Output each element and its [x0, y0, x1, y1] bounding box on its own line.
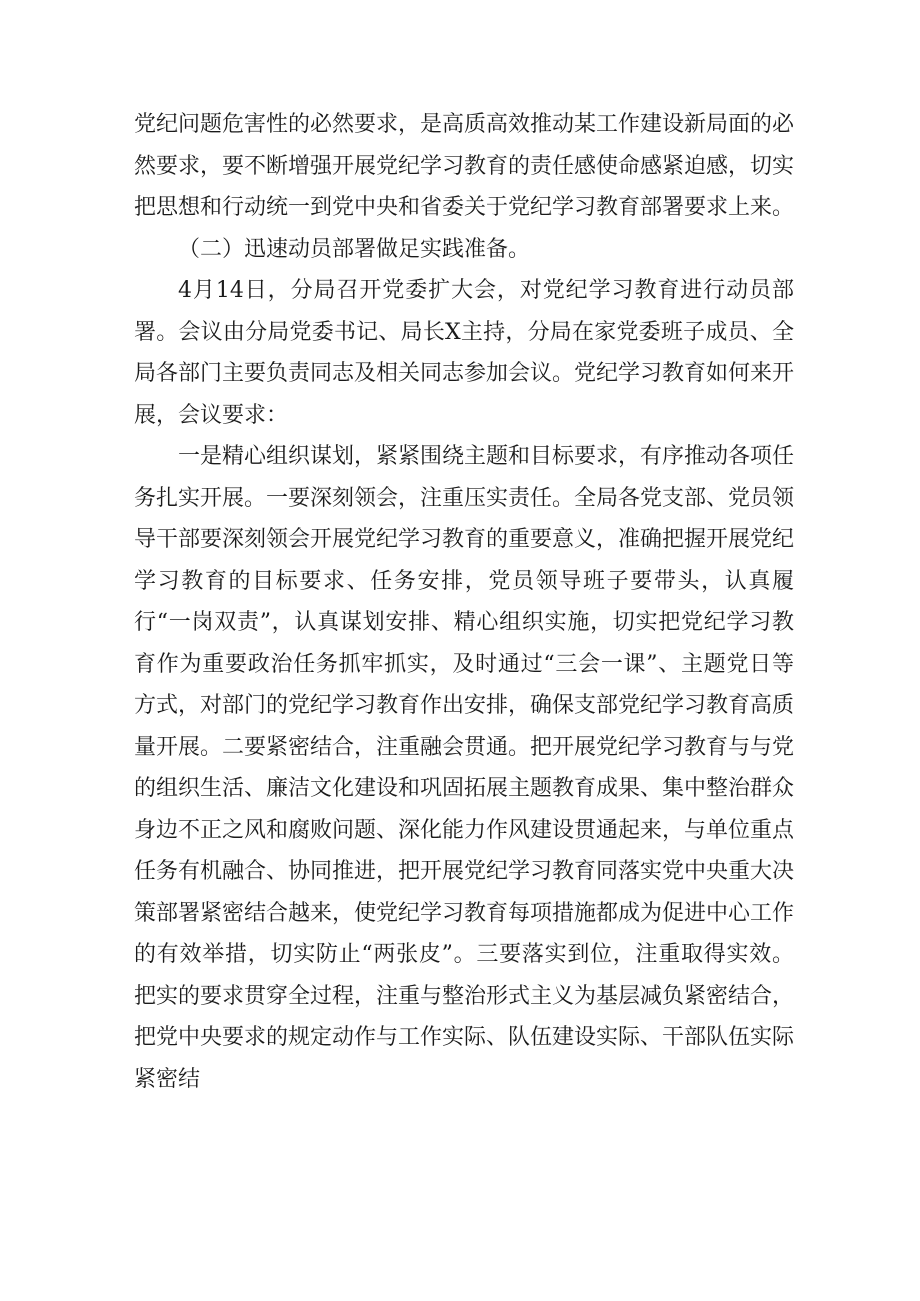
document-body [134, 104, 794, 1100]
paragraph-meeting: 4月14日，分局召开党委扩大会，对党纪学习教育进行动员部署。会议由分局党委书记、局长X主持，分局在家党委班子成员、全局各部门主要负责同志及相关同志参加会议。党纪学习教育如何来开展，会议要求： [134, 278, 795, 428]
paragraph-continuation: 党纪问题危害性的必然要求，是高质高效推动某工作建设新局面的必然要求，要不断增强开展党纪学习教育的责任感使命感紧迫感，切实把思想和行动统一到党中央和省委关于党纪学习教育部署要求上来。 [134, 112, 795, 220]
paragraph-requirements: 一是精心组织谋划，紧紧围绕主题和目标要求，有序推动各项任务扎实开展。一要深刻领会，注重压实责任。全局各党支部、党员领导干部要深刻领会开展党纪学习教育的重要意义，准确把握开展党纪学习教育的目标要求、任务安排，党员领导班子要带头，认真履行“一岗双责”，认真谋划安排、精心组织实施，切实把党纪学习教育作为重要政治任务抓牢抓实，及时通过“三会一课”、主题党日等方式，对部门的党纪学习教育作出安排，确保支部党纪学习教育高质量开展。二要紧密结合，注重融会贯通。把开展党纪学习教育与与党的组织生活、廉洁文化建设和巩固拓展主题教育成果、集中整治群众身边不正之风和腐败问题、深化能力作风建设贯通起来，与单位重点任务有机融合、协同推进，把开展党纪学习教育同落实党中央重大决策部署紧密结合越来，使党纪学习教育每项措施都成为促进中心工作的有效举措，切实防止“两张皮”。三要落实到位，注重取得实效。把实的要求贯穿全过程，注重与整治形式主义为基层减负紧密结合，把党中央要求的规定动作与工作实际、队伍建设实际、干部队伍实际紧密结 [134, 444, 795, 1092]
section-heading: （二）迅速动员部署做足实践准备。 [178, 236, 531, 262]
